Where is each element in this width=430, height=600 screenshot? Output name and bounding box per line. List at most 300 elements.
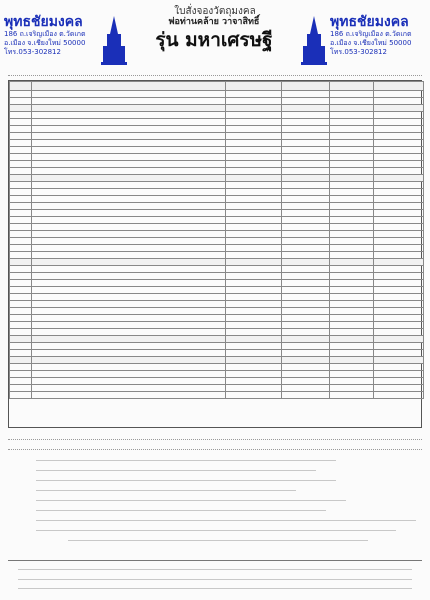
table-cell [330, 266, 374, 273]
table-cell [226, 203, 282, 210]
table-cell [226, 343, 282, 350]
table-cell [330, 217, 374, 224]
table-cell [282, 266, 330, 273]
table-cell [32, 154, 226, 161]
table-cell [10, 154, 32, 161]
footer [8, 560, 422, 592]
table-cell [282, 385, 330, 392]
table-cell [226, 217, 282, 224]
table-cell [226, 224, 282, 231]
table-cell [32, 210, 226, 217]
table-cell [32, 357, 226, 364]
table-cell [10, 280, 32, 287]
table-cell [374, 245, 424, 252]
table-cell [32, 252, 226, 259]
table-cell [374, 308, 424, 315]
table-cell [374, 224, 424, 231]
table-row [10, 168, 424, 175]
table-cell [330, 273, 374, 280]
table-cell [32, 336, 226, 343]
table-cell [282, 322, 330, 329]
table-row [10, 392, 424, 399]
table-cell [10, 364, 32, 371]
table-cell [374, 91, 424, 98]
table-cell [10, 287, 32, 294]
table-cell [330, 210, 374, 217]
table-cell [330, 280, 374, 287]
table-cell [10, 147, 32, 154]
table-cell [330, 189, 374, 196]
table-cell [282, 168, 330, 175]
table-cell [374, 210, 424, 217]
table-row [10, 364, 424, 371]
table-cell [330, 119, 374, 126]
table-cell [226, 147, 282, 154]
table-row [10, 378, 424, 385]
table-cell [10, 350, 32, 357]
table-row [10, 98, 424, 105]
left-shop-phone: โทร.053-302812 [4, 48, 61, 56]
table-cell [10, 112, 32, 119]
table-cell [330, 203, 374, 210]
table-cell [374, 371, 424, 378]
table-cell [374, 182, 424, 189]
table-row [10, 210, 424, 217]
left-stupa-icon [100, 14, 128, 66]
table-cell [32, 175, 226, 182]
table-cell [226, 133, 282, 140]
table-cell [330, 196, 374, 203]
table-row [10, 161, 424, 168]
table-cell [282, 280, 330, 287]
table-cell [10, 273, 32, 280]
table-cell [32, 259, 226, 266]
table-cell [32, 91, 226, 98]
table-cell [226, 189, 282, 196]
table-cell [32, 322, 226, 329]
table-cell [32, 126, 226, 133]
col-header [226, 82, 282, 91]
table-cell [330, 350, 374, 357]
table-cell [226, 371, 282, 378]
table-cell [282, 378, 330, 385]
table-cell [374, 126, 424, 133]
table-cell [330, 231, 374, 238]
table-cell [282, 203, 330, 210]
table-cell [330, 301, 374, 308]
table-cell [330, 238, 374, 245]
left-shop-name: พุทธชัยมงคล [4, 14, 83, 30]
table-cell [330, 168, 374, 175]
table-cell [226, 161, 282, 168]
table-cell [374, 301, 424, 308]
right-shop-phone: โทร.053-302812 [330, 48, 387, 56]
customer-info-line [8, 70, 422, 76]
table-row [10, 203, 424, 210]
table-cell [32, 112, 226, 119]
table-cell [32, 196, 226, 203]
table-cell [10, 189, 32, 196]
table-cell [282, 287, 330, 294]
table-cell [32, 385, 226, 392]
table-cell [282, 238, 330, 245]
table-cell [32, 147, 226, 154]
table-cell [226, 273, 282, 280]
table-cell [374, 168, 424, 175]
table-cell [330, 308, 374, 315]
table-cell [330, 371, 374, 378]
table-cell [330, 315, 374, 322]
table-cell [330, 378, 374, 385]
table-cell [226, 91, 282, 98]
table-cell [32, 308, 226, 315]
note-line [36, 500, 346, 501]
col-header [282, 82, 330, 91]
table-cell [226, 329, 282, 336]
table-cell [10, 385, 32, 392]
table-cell [10, 315, 32, 322]
table-cell [282, 161, 330, 168]
table-cell [282, 105, 330, 112]
table-cell [32, 182, 226, 189]
table-cell [374, 217, 424, 224]
table-cell [10, 224, 32, 231]
table-cell [226, 385, 282, 392]
table-cell [10, 126, 32, 133]
table-cell [374, 259, 424, 266]
table-row [10, 294, 424, 301]
table-cell [226, 182, 282, 189]
table-cell [330, 154, 374, 161]
note-line [68, 540, 368, 541]
table-row [10, 140, 424, 147]
table-row [10, 329, 424, 336]
table-cell [32, 294, 226, 301]
table-cell [330, 329, 374, 336]
table-cell [32, 280, 226, 287]
table-cell [32, 329, 226, 336]
table-cell [32, 98, 226, 105]
table-cell [282, 343, 330, 350]
table-cell [374, 140, 424, 147]
table-cell [226, 287, 282, 294]
table-cell [282, 336, 330, 343]
table-cell [226, 112, 282, 119]
table-row [10, 336, 424, 343]
table-row [10, 238, 424, 245]
table-cell [32, 133, 226, 140]
table-cell [282, 252, 330, 259]
form-title: ใบสั่งจองวัตถุมงคล [174, 6, 256, 17]
table-cell [374, 203, 424, 210]
table-cell [282, 154, 330, 161]
table-cell [226, 308, 282, 315]
table-row [10, 147, 424, 154]
table-cell [10, 378, 32, 385]
table-cell [32, 301, 226, 308]
table-cell [10, 119, 32, 126]
table-cell [10, 105, 32, 112]
left-shop-address-1: 186 ถ.เจริญเมือง ต.วัดเกต [4, 30, 86, 38]
table-cell [330, 147, 374, 154]
table-cell [10, 294, 32, 301]
table-cell [282, 217, 330, 224]
table-cell [282, 175, 330, 182]
table-cell [374, 231, 424, 238]
right-shop-address-2: อ.เมือง จ.เชียงใหม่ 50000 [330, 39, 412, 47]
table-cell [226, 210, 282, 217]
table-cell [330, 287, 374, 294]
table-row [10, 154, 424, 161]
table-cell [10, 322, 32, 329]
table-cell [330, 322, 374, 329]
table-cell [10, 343, 32, 350]
table-cell [10, 91, 32, 98]
table-cell [330, 385, 374, 392]
footer-line [18, 579, 412, 580]
note-line [36, 510, 326, 511]
table-cell [10, 231, 32, 238]
table-cell [374, 273, 424, 280]
table-cell [330, 259, 374, 266]
table-row [10, 259, 424, 266]
table-cell [374, 343, 424, 350]
table-cell [10, 336, 32, 343]
table-cell [282, 91, 330, 98]
table-cell [330, 392, 374, 399]
table-cell [226, 119, 282, 126]
table-cell [32, 350, 226, 357]
table-cell [226, 378, 282, 385]
table-cell [374, 112, 424, 119]
table-row [10, 308, 424, 315]
table-cell [226, 336, 282, 343]
table-cell [226, 252, 282, 259]
table-cell [374, 315, 424, 322]
table-cell [374, 175, 424, 182]
table-cell [32, 217, 226, 224]
table-cell [330, 245, 374, 252]
table-cell [374, 266, 424, 273]
table-cell [10, 168, 32, 175]
table-cell [330, 161, 374, 168]
order-table [8, 80, 422, 428]
table-cell [374, 154, 424, 161]
table-cell [10, 392, 32, 399]
table-cell [32, 119, 226, 126]
note-line [36, 520, 416, 521]
right-shop-panel [330, 14, 426, 64]
table-cell [330, 182, 374, 189]
signature-area [8, 434, 422, 554]
table-cell [374, 238, 424, 245]
table-cell [10, 133, 32, 140]
table-row [10, 189, 424, 196]
right-shop-name: พุทธชัยมงคล [330, 14, 409, 30]
table-cell [226, 259, 282, 266]
table-cell [226, 392, 282, 399]
table-cell [32, 140, 226, 147]
table-row [10, 182, 424, 189]
right-shop-address-1: 186 ถ.เจริญเมือง ต.วัดเกต [330, 30, 412, 38]
table-cell [330, 112, 374, 119]
table-cell [226, 294, 282, 301]
table-cell [226, 140, 282, 147]
table-cell [10, 308, 32, 315]
table-cell [32, 224, 226, 231]
table-cell [226, 196, 282, 203]
table-cell [226, 126, 282, 133]
table-cell [10, 301, 32, 308]
table-cell [374, 161, 424, 168]
table-row [10, 126, 424, 133]
table-cell [32, 161, 226, 168]
table-body [10, 91, 424, 399]
table-cell [330, 252, 374, 259]
table-cell [10, 175, 32, 182]
table-cell [330, 91, 374, 98]
table-cell [32, 343, 226, 350]
table-cell [330, 175, 374, 182]
table-row [10, 112, 424, 119]
table-cell [282, 147, 330, 154]
table-cell [330, 105, 374, 112]
table-row [10, 322, 424, 329]
note-line [36, 490, 296, 491]
table-cell [374, 252, 424, 259]
table-cell [374, 336, 424, 343]
note-line [36, 460, 336, 461]
table-row [10, 252, 424, 259]
table-cell [32, 315, 226, 322]
table-row [10, 224, 424, 231]
table-cell [32, 245, 226, 252]
table-cell [282, 112, 330, 119]
table-cell [32, 168, 226, 175]
table-cell [374, 392, 424, 399]
table-cell [282, 259, 330, 266]
table-cell [32, 273, 226, 280]
table-cell [330, 224, 374, 231]
table-cell [374, 196, 424, 203]
table-cell [282, 315, 330, 322]
table-cell [10, 182, 32, 189]
amulet-master-name: พ่อท่านคล้าย วาจาสิทธิ์ [168, 17, 260, 27]
col-header [330, 82, 374, 91]
table-cell [32, 238, 226, 245]
table-cell [374, 119, 424, 126]
table-cell [374, 133, 424, 140]
table-cell [226, 364, 282, 371]
table-row [10, 315, 424, 322]
table-cell [374, 364, 424, 371]
table-row [10, 273, 424, 280]
table-cell [10, 238, 32, 245]
table-row [10, 385, 424, 392]
table-cell [10, 217, 32, 224]
table-cell [282, 182, 330, 189]
table-cell [32, 364, 226, 371]
table-cell [226, 266, 282, 273]
table-cell [282, 350, 330, 357]
table-cell [374, 350, 424, 357]
table-cell [282, 119, 330, 126]
table-row [10, 105, 424, 112]
table-cell [374, 98, 424, 105]
remarks-line [8, 444, 422, 450]
table-cell [374, 378, 424, 385]
table-cell [226, 280, 282, 287]
table-cell [282, 294, 330, 301]
col-header [374, 82, 424, 91]
table-row [10, 245, 424, 252]
table-cell [330, 364, 374, 371]
table-cell [374, 385, 424, 392]
table-cell [282, 273, 330, 280]
footer-line [18, 588, 412, 589]
table-cell [374, 322, 424, 329]
table-cell [374, 357, 424, 364]
table-cell [32, 266, 226, 273]
table-cell [374, 329, 424, 336]
table-cell [330, 343, 374, 350]
center-heading [128, 14, 300, 66]
table-cell [282, 231, 330, 238]
table-cell [282, 98, 330, 105]
table-cell [282, 301, 330, 308]
table-cell [330, 294, 374, 301]
table-row [10, 133, 424, 140]
table-cell [374, 105, 424, 112]
table-cell [10, 196, 32, 203]
table-row [10, 357, 424, 364]
table-cell [330, 140, 374, 147]
table-cell [282, 140, 330, 147]
left-shop-address-2: อ.เมือง จ.เชียงใหม่ 50000 [4, 39, 86, 47]
table-cell [282, 210, 330, 217]
table-cell [226, 322, 282, 329]
table-row [10, 119, 424, 126]
table-cell [282, 357, 330, 364]
table-cell [10, 371, 32, 378]
table-cell [32, 231, 226, 238]
col-header [10, 82, 32, 91]
table-row [10, 196, 424, 203]
table-cell [226, 301, 282, 308]
table-cell [226, 231, 282, 238]
table-cell [226, 98, 282, 105]
table-cell [374, 294, 424, 301]
table-cell [374, 287, 424, 294]
table-cell [282, 245, 330, 252]
table-cell [226, 357, 282, 364]
signature-line [8, 434, 422, 440]
table-cell [10, 203, 32, 210]
table-cell [32, 287, 226, 294]
table-cell [32, 105, 226, 112]
table-cell [282, 196, 330, 203]
table-cell [282, 371, 330, 378]
table-cell [282, 126, 330, 133]
table-cell [32, 392, 226, 399]
table-row [10, 231, 424, 238]
table-row [10, 266, 424, 273]
footer-line [18, 569, 412, 570]
table-cell [10, 259, 32, 266]
table-header-row [10, 82, 424, 91]
table-cell [330, 336, 374, 343]
table-cell [330, 126, 374, 133]
